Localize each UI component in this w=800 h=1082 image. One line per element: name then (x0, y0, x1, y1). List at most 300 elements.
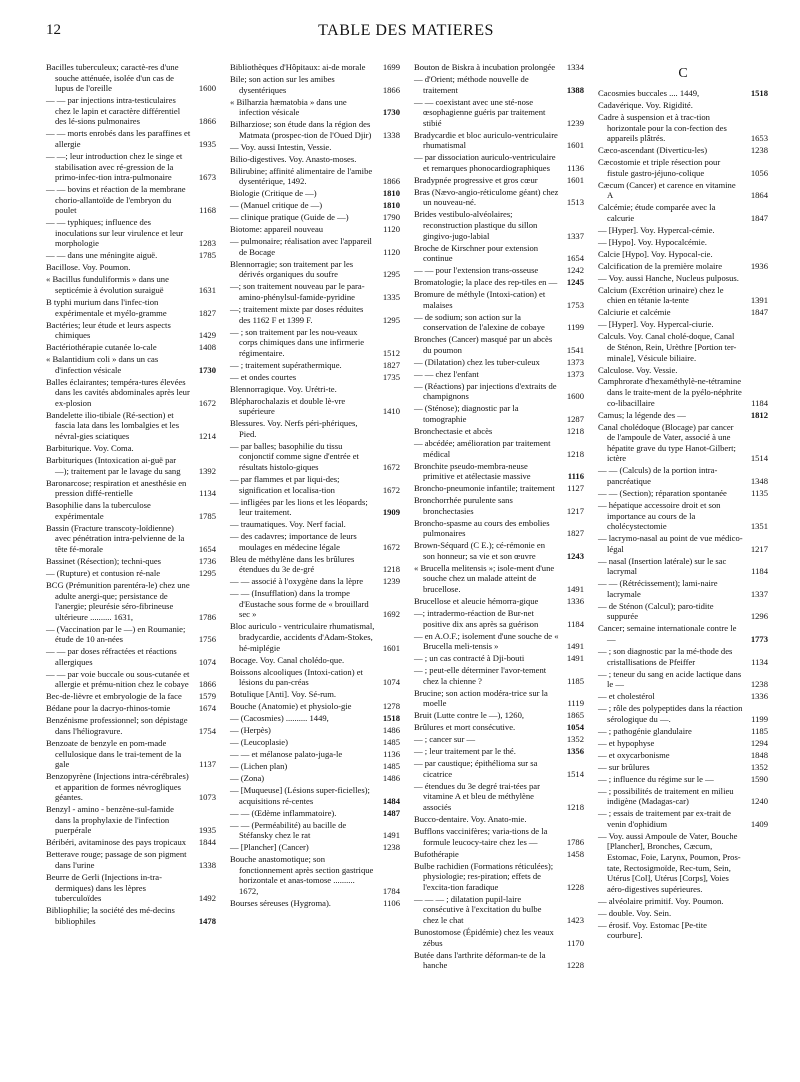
index-entry-text: — Voy. aussi Ampoule de Vater, Bouche [Plancher], Bronches, Cæcum, Estomac, Foie, Larynx, Poumon, Pros-tate, Rectosigmoïde, Rec-tum, Sein, Utérus [Col], Utérus [Corps], Voies aéro-digestives supérieures. (598, 830, 741, 894)
index-entry-text: « Bacillus funduliformis » dans une septicémie à évolution suraiguë (46, 274, 169, 295)
index-entry (46, 184, 216, 216)
index-entry (46, 455, 216, 476)
index-entry (230, 62, 400, 73)
index-entry-page: 1790 (382, 212, 400, 223)
index-entry-page: 1486 (382, 773, 400, 784)
index-entry-page: 1295 (382, 314, 400, 325)
index-entry-text: Calcification de la première molaire (598, 260, 723, 271)
index-entry (230, 842, 400, 853)
index-entry-page: 1753 (566, 299, 584, 310)
index-entry-text: — — coexistant avec une sté-nose œsophagienne guéris par traitement stibié (414, 96, 546, 128)
index-entry-text: — — — ; dilatation pupil-laire consécutive à l'excitation du bulbe chez le chat (414, 893, 542, 925)
index-entry (598, 365, 768, 376)
index-entry-text: Bourses séreuses (Hygroma). (230, 897, 331, 908)
index-entry-page: 1600 (566, 391, 584, 402)
index-entry-page: 1847 (750, 212, 768, 223)
index-entry (598, 410, 768, 421)
index-entry (598, 112, 768, 144)
index-entry (598, 307, 768, 318)
index-entry-text: — (Cacosmies) .......... 1449, (230, 713, 329, 724)
index-entry-text: — ; traitement supérathermique. (230, 359, 342, 370)
index-entry-text: — ; teneur du sang en acide lactique dans le — (598, 668, 742, 690)
index-entry-page: 1337 (750, 588, 768, 599)
index-entry-text: Butée dans l'arthrite déforman-te de la hanche (414, 949, 546, 971)
index-entry (414, 187, 584, 208)
index-entry-text: — sur brûlures (598, 761, 650, 772)
index-entry-text: — — bovins et réaction de la membrane chorio-allantoïde de l'embryon du poulet (46, 184, 186, 216)
index-entry-page: 1054 (566, 722, 584, 733)
index-entry (46, 443, 216, 454)
index-entry (230, 327, 400, 359)
index-entry-text: « Bilharzia hæmatobia » dans une infection vésicale (230, 96, 347, 118)
index-entry (46, 62, 216, 94)
index-entry (414, 74, 584, 95)
index-entry-page: 1238 (382, 842, 400, 853)
index-entry (598, 831, 768, 895)
index-entry-text: — (Dilatation) chez les tuber-culeux (414, 356, 540, 367)
index-entry-page: 1936 (750, 260, 768, 271)
index-entry-page: 1218 (382, 564, 400, 575)
index-entry (414, 62, 584, 73)
index-entry-text: Bibliothèques d'Hôpitaux: ai-de morale (230, 62, 366, 72)
index-column-3 (414, 62, 584, 972)
index-entry-text: Bilio-digestives. Voy. Anasto-moses. (230, 153, 357, 164)
index-entry-text: Brucellose et aleucie hémorra-gique (414, 596, 539, 607)
index-entry-text: — — par doses réfractées et réactions allergiques (46, 646, 177, 667)
index-entry (230, 519, 400, 530)
index-entry-page: 1199 (567, 322, 584, 333)
index-entry-page: 1866 (382, 176, 400, 187)
index-entry-page: 1074 (198, 656, 216, 667)
index-entry-page: 1392 (198, 465, 216, 476)
index-column-4 (598, 62, 768, 972)
index-entry-text: Bacillose. Voy. Poumon. (46, 262, 131, 273)
index-entry-text: — — et mélanose palato-juga-le (230, 749, 343, 760)
index-entry-text: Cæcum (Cancer) et carence en vitamine A (598, 179, 736, 201)
index-column-2 (230, 62, 400, 972)
index-entry-page: 1218 (566, 802, 584, 813)
index-entry-page: 1600 (198, 83, 216, 94)
index-entry-page: 1338 (198, 860, 216, 871)
index-entry-page: 1184 (751, 397, 768, 408)
index-entry-page: 1513 (566, 197, 584, 208)
index-entry-text: Benzoate de benzyle en pom-made cellulosique dans le trai-tement de la gale (46, 737, 182, 770)
index-entry (414, 97, 584, 129)
index-entry-page: 1336 (750, 691, 768, 702)
index-entry-page: 1486 (382, 725, 400, 736)
index-entry-text: Bactériothérapie cutanée lo-cale (46, 342, 157, 353)
index-entry (46, 669, 216, 690)
index-entry-text: Beurre de Gerli (Injections in-tra-dermiques) dans les lèpres tuberculoïdes (46, 872, 162, 904)
index-entry-page: 1243 (566, 550, 584, 561)
index-entry (46, 297, 216, 318)
index-entry-page: 1199 (751, 713, 768, 724)
index-entry-text: — Voy. aussi Hanche, Nucleus pulposus. (598, 272, 739, 283)
index-entry-page: 1351 (750, 521, 768, 532)
index-entry-page: 1184 (567, 618, 584, 629)
index-entry-page: 1756 (198, 634, 216, 645)
index-entry-page: 1827 (566, 528, 584, 539)
index-entry (230, 854, 400, 896)
index-entry-page: 1812 (750, 409, 768, 420)
page-title: TABLE DES MATIERES (318, 22, 494, 39)
index-entry-text: Bactéries; leur étude et leurs aspects chimiques (46, 319, 171, 341)
index-entry-page: 1484 (382, 795, 400, 806)
index-entry-text: Benzyl - amino - benzène-sul-famide dans la prophylaxie de l'infection puerpérale (46, 804, 174, 836)
index-entry (230, 725, 400, 736)
index-entry-text: — — (Insufflation) dans la trompe d'Eustache sous forme de « brouillard sec » (230, 588, 369, 620)
index-entry (230, 200, 400, 211)
index-entry-text: Blessures. Voy. Nerfs péri-phériques, Pied. (230, 418, 358, 439)
index-entry-text: Baronarcose; respiration et anesthésie en pression diffé-rentielle (46, 477, 187, 499)
index-entry-text: Cadre à suspension et à trac-tion horizontale pour la con-fection des appareils plâtrés. (598, 111, 727, 144)
index-entry-page: 1348 (750, 476, 768, 486)
index-entry (230, 621, 400, 653)
index-entry (414, 826, 584, 847)
index-entry (414, 631, 584, 652)
index-entry-text: Botulique [Anti]. Voy. Sé-rum. (230, 689, 337, 700)
index-entry-page: 1073 (198, 792, 216, 803)
index-entry-page: 1337 (566, 230, 584, 241)
index-entry (230, 418, 400, 439)
index-entry-text: Blennorragie; son traitement par les dérivés organiques du soufre (230, 258, 354, 280)
index-entry-text: — — par voie buccale ou sous-cutanée et allergie et prému-nition chez le cobaye (46, 668, 190, 690)
index-entry-text: — [Plancher] (Cancer) (230, 842, 309, 853)
index-entry-text: Brucine; son action modéra-trice sur la moelle (414, 687, 548, 709)
index-entry (598, 703, 768, 724)
index-entry-text: B typhi murium dans l'infec-tion expérimentale et myélo-gramme (46, 296, 167, 318)
index-entry (230, 898, 400, 909)
index-entry-text: — abcédée; amélioration par traitement médical (414, 438, 551, 459)
index-entry (598, 786, 768, 807)
index-entry (598, 691, 768, 702)
index-entry (230, 224, 400, 235)
index-entry-page: 1485 (382, 737, 400, 748)
index-entry (230, 281, 400, 302)
index-entry-page: 1784 (382, 885, 400, 896)
index-entry (414, 814, 584, 825)
index-entry-page: 1120 (383, 246, 400, 257)
index-entry (598, 261, 768, 272)
index-entry-page: 1827 (382, 359, 400, 370)
index-entry-text: Calcémie; étude comparée avec la calcurie (598, 202, 716, 223)
index-entry (598, 180, 768, 201)
index-entry-page: 1866 (198, 116, 216, 127)
index-entry (414, 369, 584, 380)
index-entry-text: Betterave rouge; passage de son pigment dans l'urine (46, 849, 187, 871)
index-entry-text: — par dissociation auriculo-ventriculaire et remarques phonocardiographiques (414, 152, 556, 173)
index-entry (414, 130, 584, 151)
index-entry (46, 804, 216, 836)
index-entry (46, 837, 216, 848)
index-entry-text: — (Rupture) et contusion ré-nale (46, 567, 161, 578)
index-entry-page: 1429 (198, 330, 216, 341)
index-entry-text: — ; cancer sur — (414, 734, 476, 745)
index-entry-text: Bilharziose; son étude dans la région des Matmata (prospec-tion de l'Oued Djir) (230, 119, 372, 140)
index-entry-page: 1491 (566, 653, 584, 664)
index-entry (230, 74, 400, 95)
index-entry-text: Bibliophilie; la société des mé-decins bibliophiles (46, 905, 175, 926)
index-entry-page: 1485 (382, 761, 400, 772)
index-entry-page: 1672 (382, 541, 400, 552)
index-entry-page: 1458 (566, 848, 584, 859)
index-entry-text: — — (Œdème inflammatoire). (230, 807, 337, 818)
index-entry (414, 563, 584, 595)
index-entry (230, 773, 400, 784)
index-entry (230, 655, 400, 666)
index-entry (230, 576, 400, 587)
index-entry-page: 1674 (198, 703, 216, 714)
index-entry-page: 1356 (566, 746, 584, 757)
index-entry-page: 1218 (566, 448, 584, 459)
index-entry (414, 653, 584, 664)
index-entry (46, 354, 216, 375)
index-entry-text: — en A.O.F.; isolement d'une souche de « Brucella meli-tensis » (414, 630, 559, 652)
index-entry-text: — [Muqueuse] (Lésions super-ficielles); acquisitions ré-centes (230, 785, 370, 806)
index-entry-page: 1514 (750, 453, 768, 464)
index-entry-text: — ; influence du régime sur le — (598, 773, 714, 784)
index-entry-page: 1735 (382, 371, 400, 382)
index-entry-text: —; intradermo-réaction de Bur-net positive dix ans après sa guérison (414, 608, 539, 629)
index-entry (598, 145, 768, 156)
index-entry-page: 1287 (566, 414, 584, 425)
index-entry (414, 746, 584, 757)
index-entry (230, 396, 400, 417)
index-entry-text: — — pour l'extension trans-osseuse (414, 265, 539, 276)
index-entry (598, 578, 768, 599)
index-entry (46, 342, 216, 353)
index-entry-text: — d'Orient; méthode nouvelle de traitement (414, 73, 529, 95)
index-entry-text: — de Sténon (Calcul); paro-tidite suppurée (598, 600, 714, 622)
section-letter-c: C (678, 66, 688, 81)
index-entry (414, 461, 584, 482)
index-entry (414, 289, 584, 310)
index-entry-text: Brown-Séquard (C E.); cé-rémonie en son honneur; sa vie et son œuvre (414, 540, 546, 561)
index-entry-text: — — par injections intra-testiculaires chez le lapin et caractère différentiel des lé-sions pulmonaires (46, 95, 181, 127)
index-entry-text: Bronchectasie et abcès (414, 426, 493, 437)
index-entry-text: Brûlures et mort consécutive. (414, 722, 516, 733)
index-entry (230, 304, 400, 325)
index-entry-text: — — chez l'enfant (414, 368, 479, 379)
index-entry-page: 1334 (566, 62, 584, 72)
index-entry-text: —; son traitement nouveau par le para-amino-phénylsul-famide-pyridine (230, 281, 365, 302)
index-entry (598, 726, 768, 737)
index-entry-text: Bassin (Fracture transcoty-loïdienne) avec pénétration intra-pelvienne de la tête fé-morale (46, 522, 185, 554)
index-entry-page: 1217 (566, 505, 584, 516)
index-entry-page: 1239 (382, 576, 400, 587)
index-entry-page: 1127 (567, 483, 584, 494)
index-entry-text: — clinique pratique (Guide de —) (230, 212, 349, 223)
index-entry-text: Blennorragique. Voy. Urétri-te. (230, 383, 337, 394)
index-entry-text: Bloc auriculo - ventriculaire rhumatismal, bradycardie, accidents d'Adam-Stokes, hé-miplégie (230, 621, 375, 653)
index-entry (230, 474, 400, 495)
index-entry (46, 771, 216, 803)
index-entry (46, 556, 216, 567)
index-entry-page: 1136 (567, 162, 584, 173)
index-entry (414, 758, 584, 779)
index-entry-page: 1119 (567, 698, 584, 709)
index-entry-page: 1736 (198, 555, 216, 566)
index-entry (230, 820, 400, 841)
index-entry (46, 872, 216, 904)
index-entry-text: Bouche (Anatomie) et physiolo-gie (230, 701, 352, 712)
index-entry (598, 646, 768, 667)
index-entry-text: Camus; la légende des — (598, 409, 686, 420)
index-entry (414, 426, 584, 437)
index-entry (46, 250, 216, 261)
index-entry (598, 750, 768, 761)
index-entry (598, 157, 768, 178)
index-entry (414, 927, 584, 948)
index-entry-page: 1228 (566, 881, 584, 892)
index-entry (46, 274, 216, 295)
index-entry (414, 357, 584, 368)
index-entry-page: 1352 (750, 761, 768, 772)
index-entry-page: 1120 (383, 224, 400, 235)
index-entry-page: 1786 (566, 836, 584, 847)
index-entry (230, 119, 400, 140)
index-entry-page: 1844 (198, 837, 216, 848)
index-entry-text: Calculose. Voy. Vessie. (598, 364, 678, 375)
index-entry-page: 1541 (566, 344, 584, 355)
index-entry (230, 441, 400, 473)
index-entry (230, 749, 400, 760)
index-entry (414, 518, 584, 539)
index-entry-text: — ; rôle des polypeptides dans la réaction sérologique du —. (598, 703, 743, 724)
index-entry (46, 217, 216, 249)
index-column-1 (46, 62, 216, 972)
index-entry-text: Bec-de-lièvre et embryologie de la face (46, 691, 182, 702)
index-entry (598, 556, 768, 577)
index-entry (414, 540, 584, 561)
index-entry (46, 262, 216, 273)
index-entry-page: 1336 (566, 596, 584, 607)
index-entry-page: 1672 (382, 461, 400, 472)
index-entry-page: 1294 (750, 737, 768, 748)
index-entry-page: 1242 (566, 265, 584, 276)
index-entry-page: 1601 (382, 642, 400, 653)
index-entry-text: Biotome: appareil nouveau (230, 224, 324, 235)
index-entry-page: 1785 (198, 510, 216, 521)
index-entry (46, 703, 216, 714)
index-entry (230, 384, 400, 395)
index-entry-text: Cacosmies buccales .... 1449, (598, 88, 700, 98)
index-entry (46, 849, 216, 870)
index-entry (598, 601, 768, 622)
index-entry-text: — ; son traitement par les nou-veaux corps chimiques dans une infirmerie régimentaire. (230, 326, 365, 358)
index-entry-text: Cancer; semaine internationale contre le — (598, 623, 737, 645)
index-entry-page: 1773 (750, 634, 768, 645)
index-entry-page: 1074 (382, 677, 400, 688)
index-entry (46, 691, 216, 702)
index-entry (598, 908, 768, 919)
index-entry-text: — alvéolaire primitif. Voy. Poumon. (598, 895, 724, 906)
index-entry (46, 738, 216, 770)
index-entry (598, 202, 768, 223)
index-entry-text: Benzénisme professionnel; son dépistage dans l'héliogravure. (46, 715, 188, 736)
index-entry (46, 151, 216, 183)
index-entry (598, 762, 768, 773)
index-entry-text: — nasal (Insertion latérale) sur le sac lacrymal (598, 555, 727, 577)
index-entry (230, 236, 400, 257)
index-entry-text: — de sodium; son action sur la conservation de l'alexine de cobaye (414, 311, 545, 333)
index-entry-text: — [Hypo]. Voy. Hypocalcémie. (598, 236, 707, 247)
index-entry-page: 1730 (198, 364, 216, 375)
index-entry (46, 500, 216, 521)
index-entry-text: — par caustique; épithélioma sur sa cicatrice (414, 758, 538, 779)
index-entry-page: 1134 (751, 656, 768, 667)
index-entry-page: 1514 (566, 768, 584, 779)
index-entry-page: 1137 (199, 759, 216, 770)
index-entry-page: 1185 (567, 675, 584, 686)
index-entry (230, 761, 400, 772)
index-entry-page: 1512 (382, 347, 400, 358)
index-entry (230, 554, 400, 575)
index-entry-text: « Balantidium coli » dans un cas d'infection vésicale (46, 354, 159, 375)
index-entry-page: 1106 (383, 897, 400, 908)
index-entry-text: Bouton de Biskra à incubation prolongée (414, 62, 556, 72)
index-entry-page: 1214 (198, 431, 216, 442)
index-entry-text: — ; possibilités de traitement en milieu indigène (Madagas-car) (598, 785, 734, 807)
index-entry-page: 1518 (382, 713, 400, 724)
index-entry-page: 1935 (198, 138, 216, 149)
index-entry-page: 1335 (382, 291, 400, 302)
index-entry-text: — étendues du 3e degré trai-tées par vitamine A et bleu de méthylène associés (414, 780, 540, 813)
index-entry-text: Camphrorate d'hexaméthylè-ne-tétramine dans le traite-ment de la pyélo-néphrite co-libacillaire (598, 376, 742, 408)
index-entry-text: Bucco-dentaire. Voy. Anato-mie. (414, 814, 527, 825)
index-entry-text: — (Vaccination par le —) en Roumanie; étude de 10 an-nées (46, 623, 186, 645)
index-entry-text: — — (Perméabilité) au bacille de Stéfansky chez le rat (230, 819, 347, 841)
index-entry-page: 1865 (566, 710, 584, 721)
index-entry (230, 360, 400, 371)
index-entry-text: Bronches (Cancer) masqué par un abcès du poumon (414, 334, 553, 355)
index-entry-text: Bunostomose (Épidémie) chez les veaux zébus (414, 926, 554, 948)
index-entry-page: 1296 (750, 611, 768, 622)
index-entry-text: Bocage. Voy. Canal cholédo-que. (230, 654, 345, 665)
index-entry-page: 1491 (566, 584, 584, 595)
index-entry-text: Bufothérapie (414, 848, 459, 859)
index-entry-text: Béribéri, avitaminose des pays tropicaux (46, 837, 187, 848)
index-entry-text: — par flammes et par liqui-des; signification et localisa-tion (230, 473, 340, 495)
index-entry-page: 1338 (382, 129, 400, 140)
index-entry (230, 737, 400, 748)
index-entry (598, 533, 768, 554)
index-entry-page: 1487 (382, 807, 400, 818)
index-entry (46, 624, 216, 645)
index-entry (46, 580, 216, 622)
index-entry (598, 249, 768, 260)
index-entry-page: 1423 (566, 914, 584, 925)
index-entry (414, 483, 584, 494)
index-entry-text: — — dans une méningite aiguë. (46, 250, 158, 261)
index-entry-text: — ; pathogénie glandulaire (598, 725, 692, 736)
index-entry-text: Cæcostomie et triple résection pour fistule gastro-jéjuno-colique (598, 157, 721, 178)
index-entry-page: 1699 (382, 62, 400, 72)
index-entry-text: Canal cholédoque (Blocage) par cancer de l'ampoule de Vater, associé à une hépatite grave du type Hanot-Gilbert; ictère (598, 421, 736, 464)
index-entry (598, 465, 768, 486)
index-entry-page: 1410 (382, 406, 400, 417)
index-entry-text: Bile; son action sur les amibes dysentériques (230, 73, 335, 95)
index-entry-text: — hépatique accessoire droit et son importance au cours de la cholécystectomie (598, 499, 721, 532)
index-entry-text: Calciurie et calcémie (598, 307, 671, 318)
index-entry (598, 488, 768, 499)
index-entry (598, 774, 768, 785)
index-entry-page: 1283 (198, 238, 216, 249)
index-entry-page: 1590 (750, 773, 768, 784)
index-entry (414, 495, 584, 516)
index-entry (598, 623, 768, 644)
index-entry-text: — érosif. Voy. Estomac [Pe-tite courbure]. (598, 919, 707, 941)
